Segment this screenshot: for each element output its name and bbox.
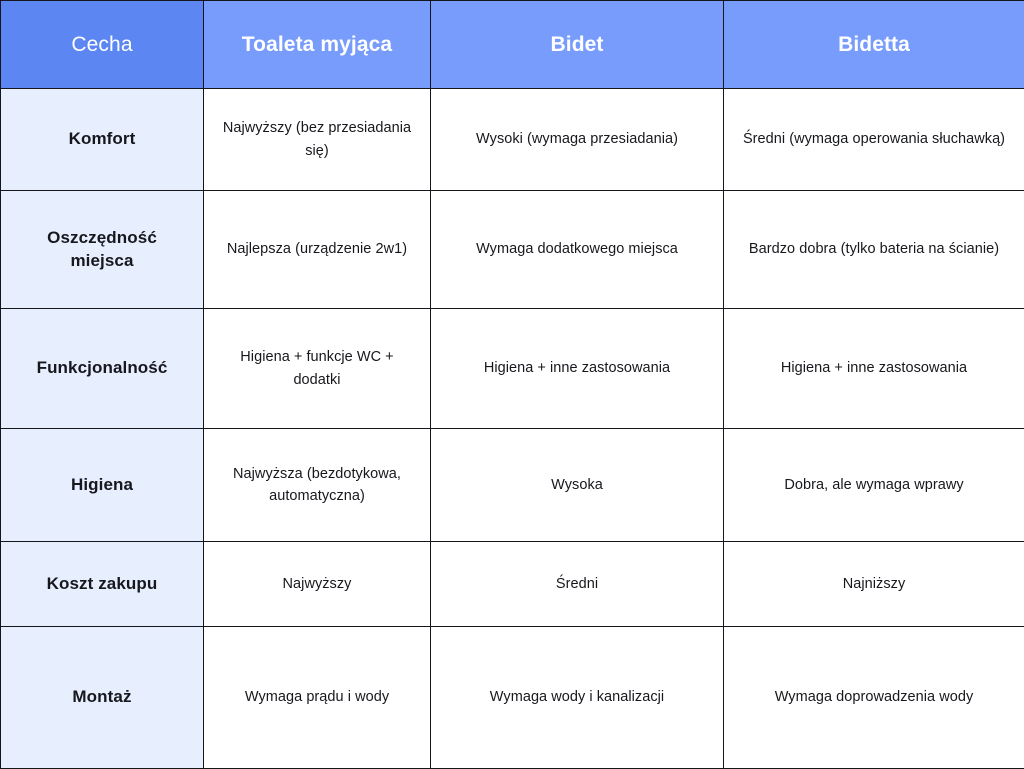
cell-oszczednosc-toaleta: Najlepsza (urządzenie 2w1): [204, 191, 431, 309]
column-header-bidet: Bidet: [431, 1, 724, 89]
row-label-funkcjonalnosc: Funkcjonalność: [1, 309, 204, 429]
cell-koszt-bidetta: Najniższy: [724, 542, 1024, 627]
cell-koszt-toaleta: Najwyższy: [204, 542, 431, 627]
table-row: [1, 627, 1024, 769]
row-label-koszt-zakupu: Koszt zakupu: [1, 542, 204, 627]
table-row: [1, 309, 1024, 429]
cell-funkcjonalnosc-toaleta: Higiena + funkcje WC + dodatki: [204, 309, 431, 429]
cell-montaz-bidet: Wymaga wody i kanalizacji: [431, 627, 724, 769]
row-label-montaz: Montaż: [1, 627, 204, 769]
column-header-bidetta: Bidetta: [724, 1, 1024, 89]
row-label-oszczednosc-miejsca: Oszczędność miejsca: [1, 191, 204, 309]
column-header-toaleta-myjaca: Toaleta myjąca: [204, 1, 431, 89]
cell-higiena-bidet: Wysoka: [431, 429, 724, 542]
table-header-row: [1, 1, 1024, 89]
table-row: [1, 191, 1024, 309]
cell-higiena-toaleta: Najwyższa (bezdotykowa, automatyczna): [204, 429, 431, 542]
cell-oszczednosc-bidetta: Bardzo dobra (tylko bateria na ścianie): [724, 191, 1024, 309]
cell-higiena-bidetta: Dobra, ale wymaga wprawy: [724, 429, 1024, 542]
cell-oszczednosc-bidet: Wymaga dodatkowego miejsca: [431, 191, 724, 309]
table-body: [1, 89, 1024, 769]
cell-komfort-bidet: Wysoki (wymaga przesiadania): [431, 89, 724, 191]
cell-funkcjonalnosc-bidet: Higiena + inne zastosowania: [431, 309, 724, 429]
cell-montaz-bidetta: Wymaga doprowadzenia wody: [724, 627, 1024, 769]
cell-komfort-bidetta: Średni (wymaga operowania słuchawką): [724, 89, 1024, 191]
cell-koszt-bidet: Średni: [431, 542, 724, 627]
table-header: [1, 1, 1024, 89]
cell-funkcjonalnosc-bidetta: Higiena + inne zastosowania: [724, 309, 1024, 429]
table-row: [1, 89, 1024, 191]
table-row: [1, 542, 1024, 627]
cell-komfort-toaleta: Najwyższy (bez przesiadania się): [204, 89, 431, 191]
cell-montaz-toaleta: Wymaga prądu i wody: [204, 627, 431, 769]
table-row: [1, 429, 1024, 542]
row-label-higiena: Higiena: [1, 429, 204, 542]
column-header-feature: Cecha: [1, 1, 204, 89]
row-label-komfort: Komfort: [1, 89, 204, 191]
